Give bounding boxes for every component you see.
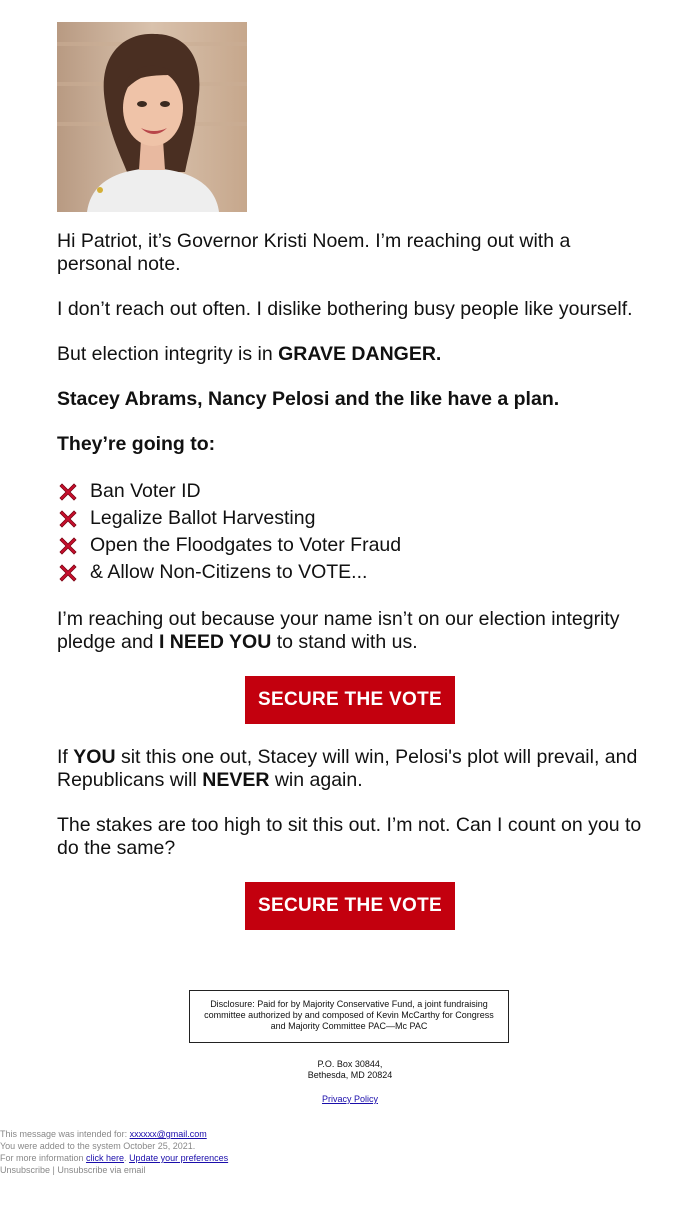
list-item [57,532,647,559]
click-here-link[interactable]: click here [86,1153,125,1163]
paragraph-grave-danger [57,343,647,366]
need-you-emphasis: I NEED YOU [158,631,272,653]
more-info-label: For more information [0,1153,87,1163]
paragraph-sit-out [57,746,647,792]
paragraph-plan: Stacey Abrams, Nancy Pelosi and the like have a plan. [57,388,560,410]
intro-paragraph: Hi Patriot, it’s Governor Kristi Noem. I’m reaching out with a personal note. [57,230,571,275]
email-footer [0,1128,228,1176]
need-you-tail: to stand with us. [271,631,418,653]
sit-out-e: win again. [269,769,363,791]
recipient-email-link[interactable]: xxxxxx@gmail.com [129,1129,207,1139]
secure-the-vote-button-2[interactable]: SECURE THE VOTE [245,882,455,930]
paragraph-going-to: They’re going to: [57,433,216,455]
list-item [57,505,647,532]
list-item-text: Open the Floodgates to Voter Fraud [90,534,402,556]
paragraph-reach-out: I don’t reach out often. I dislike bothering busy people like yourself. [57,298,633,320]
secure-the-vote-button[interactable]: SECURE THE VOTE [245,676,455,724]
list-item [57,478,647,505]
privacy-wrapper [0,1094,700,1104]
paragraph-stakes: The stakes are too high to sit this out. I’m not. Can I count on you to do the same? [57,814,642,859]
unsubscribe-line[interactable]: Unsubscribe | Unsubscribe via email [0,1165,146,1175]
governor-portrait [57,22,247,212]
cross-mark-icon [57,481,79,503]
list-item-text: & Allow Non-Citizens to VOTE... [90,561,368,583]
grave-danger-emphasis: GRAVE DANGER. [278,343,442,365]
intended-for-line [0,1128,228,1140]
grave-danger-lead: But election integrity is in [57,343,279,365]
address-line-2: Bethesda, MD 20824 [307,1070,393,1080]
added-date-line: You were added to the system October 25, 2021. [0,1141,196,1151]
privacy-policy-link[interactable]: Privacy Policy [321,1094,378,1104]
cross-mark-icon [57,508,79,530]
list-item [57,559,647,586]
threat-list [57,478,647,586]
list-item-text: Legalize Ballot Harvesting [90,507,316,529]
sit-out-c: sit this one out, Stacey will win, Pelosi's plot will prevail, and Republicans will [57,746,638,791]
sit-out-you: YOU [73,746,116,768]
sit-out-a: If [57,746,74,768]
cross-mark-icon [57,562,79,584]
cross-mark-icon [57,535,79,557]
cta-wrapper-1 [0,676,700,724]
cta-wrapper-2 [0,882,700,930]
email-body [57,22,647,952]
paragraph-need-you [57,608,647,654]
update-preferences-link[interactable]: Update your preferences [129,1153,229,1163]
sit-out-never: NEVER [202,769,270,791]
more-info-separator: . [124,1153,130,1163]
address-line-1: P.O. Box 30844, [317,1059,383,1069]
list-item-text: Ban Voter ID [90,480,201,502]
intended-for-label: This message was intended for: [0,1129,130,1139]
need-you-lead: I’m reaching out because your name isn’t on our election integrity pledge and [57,608,620,653]
mailing-address [0,1059,700,1081]
more-info-line [0,1152,228,1164]
disclosure-box: Disclosure: Paid for by Majority Conservative Fund, a joint fundraising committee authorized by and composed of Kevin McCarthy for Congress and Majority Committee PAC—Mc PAC [189,990,509,1043]
